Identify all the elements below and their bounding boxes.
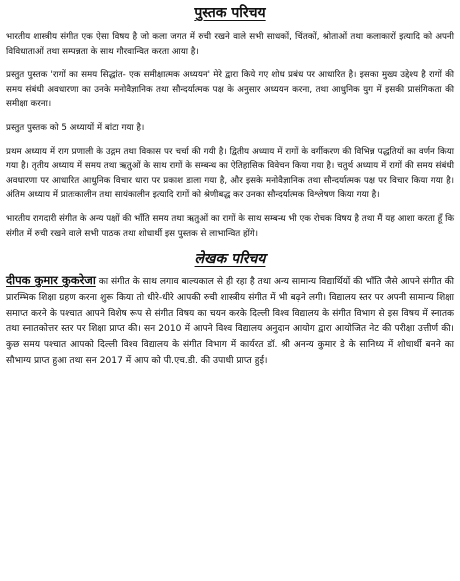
author-bio-text: का संगीत के साथ लगाव बाल्यकाल से ही रहा है तथा अन्य सामान्य विद्यार्थियों की भाँति जैसे आपने संगीत की प्रारम्भिक शिक्षा ग्रहण करना शुरू किया तो धीरे-धीरे आपकी रुची शास्त्रीय संगीत में भी बढ़ने लगी। विद्यालय स्तर पर अपनी सामान्य शिक्षा समाप्त करने के पश्चात आपने विशेष रूप से संगीत विषय का चयन करके दिल्ली विश्व विद्यालय के संगीत विभाग से इस विषय में स्नातक तथा स्नातकोत्तर स्तर पर शिक्षा प्राप्त की। सन 2010 में आपने विश्व विद्यालय अनुदान आयोग द्वारा आयोजित नेट की परीक्षा उत्तीर्ण की। कुछ समय पश्चात आपको दिल्ली विश्व विद्यालय के संगीत विभाग में कार्यरत डॉ. श्री अनन्य कुमार डे के सानिध्य में शोधार्थी बनने का सौभाग्य प्राप्त हुआ तथा सन 2017 में आप को पी.एच.डी. की उपाधी प्राप्त हुई। <box>6 277 454 366</box>
intro-paragraph-1: भारतीय शास्त्रीय संगीत एक ऐसा विषय है जो कला जगत में रुची रखने वाले सभी साधकों, चिंतकों, श्रोताओं तथा कलाकारों इत्यादि को अपनी विविधाताओं तथा सम्पन्नता के साथ गौरवान्वित करता आया है। <box>6 32 454 57</box>
intro-paragraph-2: प्रस्तुत पुस्तक 'रागों का समय सिद्धांत- एक समीक्षात्मक अध्ययन' मेरे द्वारा किये गए शोध प्रबंध पर आधारित है। इसका मुख्य उद्देश्य है रागों की समय संबंधी अवधारणा का उनके मनोवैज्ञानिक तथा सौन्दर्यात्मक पक्ष के अनुसार अध्ययन करना, तथा आधुनिक युग में इसकी प्रासंगिकता की समीक्षा करना। <box>6 70 454 110</box>
book-intro-heading: पुस्तक परिचय <box>194 5 266 21</box>
intro-paragraph-5: भारतीय रागदारी संगीत के अन्य पक्षों की भाँति समय तथा ऋतुओं का रागों के साथ सम्बन्ध भी एक रोचक विषय है तथा मैं यह आशा करता हूँ कि संगीत में रुची रखने वाले सभी पाठक तथा शोधार्थी इस पुस्तक से लाभान्वित होंगे। <box>6 213 454 239</box>
intro-paragraph-4: प्रथम अध्याय में राग प्रणाली के उद्गम तथा विकास पर चर्चा की गयी है। द्वितीय अध्याय में रागों के वर्गीकरण की विभिन्न पद्धतियों का वर्णन किया गया है। तृतीय अध्याय में समय तथा ऋतुओं के साथ रागों के सम्बन्ध का ऐतिहासिक विवेचन किया गया है। चतुर्थ अध्याय में रागों की समय संबंधी अवधारणा पर आधारित आधुनिक विचार धारा पर प्रकाश डाला गया है, और इसके मनोवैज्ञानिक तथा सौन्दर्यात्मक पक्ष पर विचार किया गया है। अंतिम अध्याय में प्रातःकालीन तथा सायंकालीन इत्यादि रागों को श्रेणीबद्ध कर उनका सौन्दर्यात्मक विश्लेषण किया गया है। <box>6 146 454 201</box>
author-bio-paragraph <box>6 273 454 369</box>
intro-paragraph-3: प्रस्तुत पुस्तक को 5 अध्यायों में बांटा गया है। <box>6 122 145 133</box>
author-intro-heading: लेखक परिचय <box>194 251 266 268</box>
author-name: दीपक कुमार कुकरेजा <box>6 273 96 288</box>
